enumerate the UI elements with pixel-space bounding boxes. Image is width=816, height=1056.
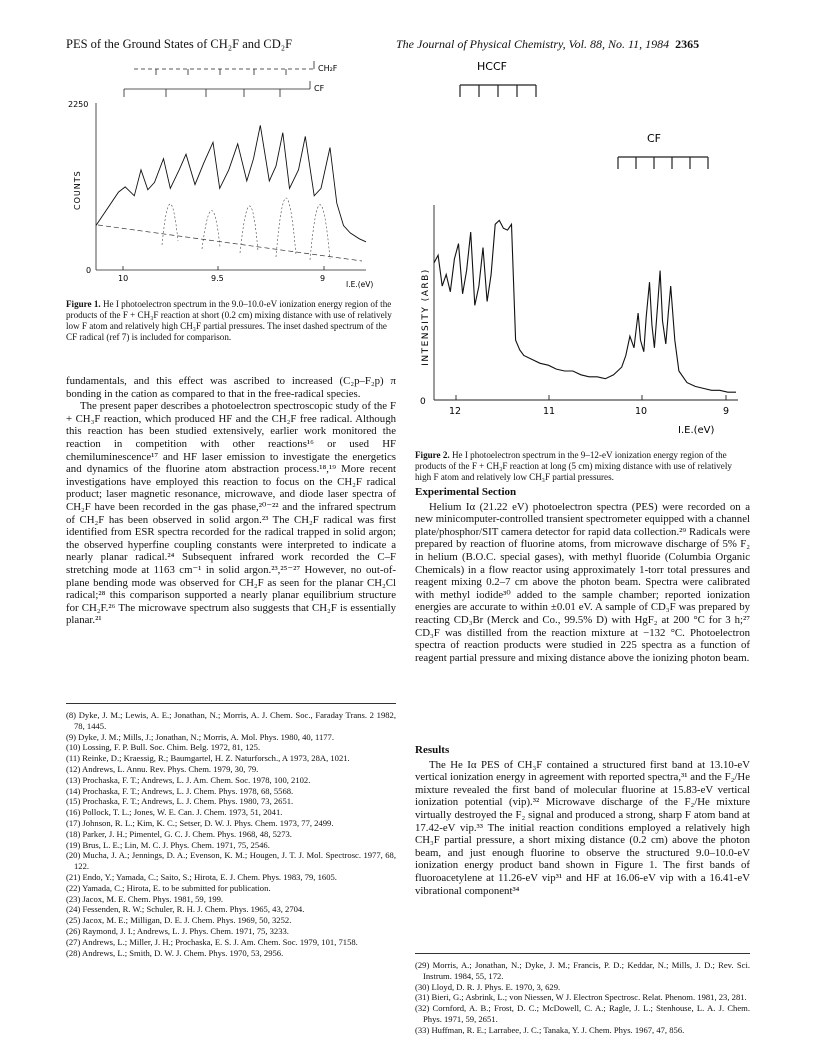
reference-item: (29) Morris, A.; Jonathan, N.; Dyke, J. M.; Francis, P. D.; Keddar, N.; Mills, J. D.; Rev. Sci. Instrum. 1984, 55, 172. [415,960,750,981]
reference-item: (18) Parker, J. H.; Pimentel, G. C. J. Chem. Phys. 1968, 48, 5273. [66,828,292,839]
cf-vibrational-bar-2 [618,157,708,169]
reference-item: (8) Dyke, J. M.; Lewis, A. E.; Jonathan, N.; Morris, A. J. Chem. Soc., Faraday Trans. 2 1982, 78, 1445. [66,710,396,731]
cf-vibrational-bar [124,81,310,97]
results-section [415,744,750,897]
intro-paragraph-2: The present paper describes a photoelectron spectroscopic study of the F + CH₃F reaction, which produced HF and the CH₂F free radical. Although this reaction has been studied extensively, earlier work monitored the reaction in competition with other reactions¹⁶ or used HF chemiluminescence¹⁷ and HF laser emission to investigate the energetics and dynamics of the fluorine atom abstraction process.¹⁸,¹⁹ More recent investigations have employed this reaction to focus on the CH₂F radical product; laser magnetic resonance, microwave, and diode laser spectra of CH₂F have been recorded in the gas phase,²⁰⁻²² and the infrared spectrum of CH₂F has been observed in solid argon.²³ The CH₂F radical was first identified from ESR spectra recorded for the radical trapped in solid argon; the observed hyperfine coupling constants were interpreted to indicate a nearly planar radical.²⁴ Subsequent infrared work recorded the C–F stretching mode at 1163 cm⁻¹ in solid argon.²³,²⁵⁻²⁷ However, no out-of-plane bending mode was observed for CH₂F as seen for the planar CH₂Cl radical;²⁸ this comparison supported a nearly planar equilibrium structure for CH₂F.²⁶ The microwave spectrum also suggests that CH₂F is essentially planar.²¹ [66,400,396,627]
hccf-bar-label: HCCF [477,60,507,73]
reference-item: (19) Brus, L. E.; Lin, M. C. J. Phys. Chem. 1971, 75, 2546. [66,839,270,850]
cf-bar-label: CF [314,84,325,93]
y-axis-label: COUNTS [73,170,82,210]
figure-2-caption [415,450,750,483]
reference-item: (17) Johnson, R. L.; Kim, K. C.; Setser, D. W. J. Phys. Chem. 1973, 77, 2499. [66,817,334,828]
intro-text [66,375,396,627]
reference-item: (10) Lossing, F. P. Bull. Soc. Chim. Belg. 1972, 81, 125. [66,742,261,753]
cf-bar-label-2: CF [647,132,662,145]
x-tick-label: 9.5 [211,274,224,283]
x-ticks-2 [456,395,726,400]
references-left [66,710,396,958]
reference-item: (27) Andrews, L.; Miller, J. H.; Prochaska, E. S. J. Am. Chem. Soc. 1979, 101, 7158. [66,936,358,947]
reference-item: (9) Dyke, J. M.; Mills, J.; Jonathan, N.; Morris, A. Mol. Phys. 1980, 40, 1177. [66,731,335,742]
reference-item: (12) Andrews, L. Annu. Rev. Phys. Chem. 1979, 30, 79. [66,763,259,774]
intro-paragraph-1: fundamentals, and this effect was ascribed to increased (C₂p–F₂p) π bonding in the cation as compared to that in the free-radical species. [66,375,396,400]
y-zero-label-2: 0 [420,397,426,407]
results-heading: Results [415,744,450,756]
reference-item: (11) Reinke, D.; Kraessig, R.; Baumgartel, H. Z. Naturforsch., A 1973, 28A, 1021. [66,753,350,764]
footnote-rule-left [66,703,396,704]
x-axis-label-2: I.E.(eV) [678,425,715,436]
page-number: 2365 [675,37,700,51]
reference-item: (26) Raymond, J. I.; Andrews, L. J. Phys. Chem. 1971, 75, 3233. [66,925,289,936]
spectrum-trace [96,125,366,242]
x-tick-label: 9 [320,274,326,283]
reference-item: (28) Andrews, L.; Smith, D. W. J. Chem. Phys. 1970, 53, 2956. [66,947,284,958]
x-ticks [123,266,324,270]
cf-inset-spectrum [162,198,330,260]
x-tick-label: 10 [118,274,129,283]
page-header-right [396,37,699,52]
x-tick-label-2: 10 [635,406,648,417]
reference-item: (16) Pollock, T. L.; Jones, W. E. Can. J. Chem. 1973, 51, 2041. [66,807,283,818]
references-right [415,960,750,1036]
reference-item: (24) Fessenden, R. W.; Schuler, R. H. J. Chem. Phys. 1965, 43, 2704. [66,904,305,915]
figure-2-label: Figure 2. [415,450,450,460]
reference-item: (33) Huffman, R. E.; Larrabee, J. C.; Tanaka, Y. J. Chem. Phys. 1967, 47, 856. [415,1024,685,1035]
y-max-label: 2250 [68,100,89,109]
reference-item: (13) Prochaska, F. T.; Andrews, L. J. Am. Chem. Soc. 1978, 100, 2102. [66,774,311,785]
figure-1-label: Figure 1. [66,299,101,309]
baseline [98,225,362,261]
figure-1-chart [66,55,396,295]
experimental-heading: Experimental Section [415,486,517,498]
journal-citation: The Journal of Physical Chemistry, Vol. 88, No. 11, 1984 [396,37,670,51]
x-axis-label: I.E.(eV) [346,280,374,289]
figure-2-caption-text: He I photoelectron spectrum in the 9–12-eV ionization energy region of the products of the F + CH₃F reaction at long (5 cm) mixing distance with use of relatively high F atom and relatively low CH₃F partial pressures. [415,450,732,482]
footnote-rule-right [415,953,750,954]
reference-item: (15) Prochaska, F. T.; Andrews, L. J. Chem. Phys. 1980, 73, 2651. [66,796,294,807]
reference-item: (30) Lloyd, D. R. J. Phys. E. 1970, 3, 629. [415,981,561,992]
spectrum-trace-2 [434,220,736,392]
reference-item: (23) Jacox, M. E. Chem. Phys. 1981, 59, 199. [66,893,224,904]
figure-1-caption-text: He I photoelectron spectrum in the 9.0–10.0-eV ionization energy region of the products of the F + CH₃F reaction at short (0.2 cm) mixing distance with use of relatively low F atom and relatively high CH₃F partial pressures. The inset dashed spectrum of the CF radical (ref 7) is included for comparison. [66,299,392,342]
ch2f-vibrational-bar [134,61,314,75]
x-tick-label-2: 12 [449,406,462,417]
y-zero-label: 0 [86,266,92,275]
reference-item: (31) Bieri, G.; Asbrink, L.; von Niessen, W J. Electron Spectrosc. Relat. Phenom. 1981, 23, 281. [415,992,747,1003]
reference-item: (14) Prochaska, F. T.; Andrews, L. J. Chem. Phys. 1978, 68, 5568. [66,785,294,796]
ch2f-bar-label: CH₂F [318,64,338,73]
figure-2-chart [410,55,750,445]
results-paragraph: The He Iα PES of CH₃F contained a structured first band at 13.10-eV vertical ionization energy in agreement with reported spectra,³¹ and the F₂/He mixture revealed the first band of molecular fluorine at 15.83-eV vertical ionization potential (vip).³² Microwave discharge of the F₂/He mixture virtually destroyed the F₂ signal and produced a strong, sharp F atom band at 17.42-eV vip.³³ The initial reaction conditions employed a relatively high CH₃F partial pressure, a short mixing distance (0.2 cm) above the photon beam, and just enough fluorine to observe the structured 9.0–10.0-eV ionization energy product band shown in Figure 1. The first bands of fluoroacetylene at 11.26-eV vip³¹ and HF at 16.06-eV vip with a 16.41-eV vibrational component³⁴ [415,758,750,897]
y-axis-label-2: INTENSITY (ARB) [421,268,431,366]
reference-item: (21) Endo, Y.; Yamada, C.; Saito, S.; Hirota, E. J. Chem. Phys. 1983, 79, 1605. [66,871,337,882]
reference-item: (32) Cornford, A. B.; Frost, D. C.; McDowell, C. A.; Ragle, J. L.; Stenhouse, L. A. J. Chem. Phys. 1971, 59, 2651. [415,1003,750,1024]
x-tick-label-2: 9 [723,406,730,417]
hccf-vibrational-bar [460,85,536,97]
x-tick-label-2: 11 [543,406,556,417]
experimental-section [415,486,750,664]
figure-1-caption [66,299,396,343]
page-header-left: PES of the Ground States of CH₂F and CD₂F [66,37,293,51]
reference-item: (22) Yamada, C.; Hirota, E. to be submitted for publication. [66,882,271,893]
reference-item: (20) Mucha, J. A.; Jennings, D. A.; Evenson, K. M.; Hougen, J. T. J. Mol. Spectrosc. 1977, 68, 122. [66,850,396,872]
experimental-paragraph: Helium Iα (21.22 eV) photoelectron spectra (PES) were recorded on a new minicomputer-controlled transient spectrometer equipped with a channel plate/phosphor/SIT camera detector for rapid data collection.²⁹ Radicals were prepared by reaction of fluorine atoms, from microwave discharge of 5% F₂ in helium (B.O.C. special gases), with methyl fluoride (Columbia Organic Chemicals) in a flow reactor using approximately 1-torr total pressures and reagent mixing 0.2–7 cm above the photon beam. Spectra were calibrated with methyl iodide³⁰ added to the sample chamber; reported ionization energies are accurate to within ±0.01 eV. A sample of CD₃F was prepared by reacting CD₃Br (Merck and Co., 99.5% D) with HgF₂ at 200 °C for 3 h;²⁷ CD₃F was distilled from the reaction mixture at −132 °C. Photoelectron spectra of reaction products were studied in 225 spectra as a function of reagent partial pressure and mixing distance above the ionizing photon beam. [415,500,750,664]
reference-item: (25) Jacox, M. E.; Milligan, D. E. J. Chem. Phys. 1969, 50, 3252. [66,915,292,926]
